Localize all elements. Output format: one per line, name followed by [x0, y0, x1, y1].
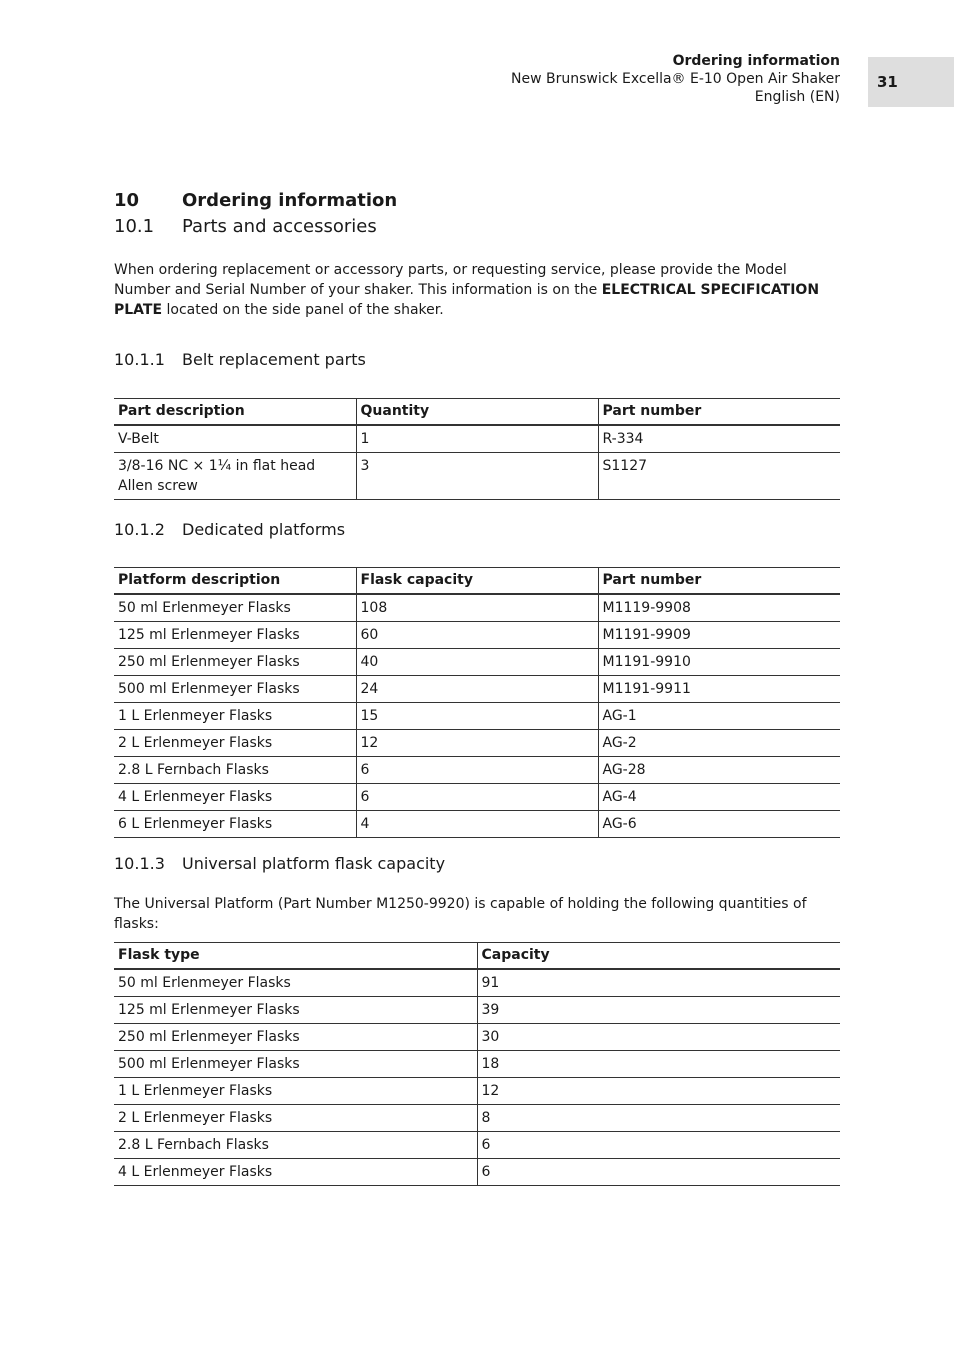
table-row — [114, 703, 840, 730]
heading-title: Universal platform flask capacity — [182, 854, 446, 873]
column-header: Part number — [598, 568, 840, 595]
column-header: Part number — [598, 399, 840, 426]
table-header-row — [114, 399, 840, 426]
table-cell: R-334 — [598, 425, 840, 453]
table-cell: 60 — [356, 622, 598, 649]
table-row — [114, 730, 840, 757]
table-row — [114, 997, 840, 1024]
table-cell: 108 — [356, 594, 598, 622]
table-cell: 4 L Erlenmeyer Flasks — [114, 784, 356, 811]
table-row — [114, 1105, 840, 1132]
intro-text-1: When ordering replacement or accessory parts, or requesting service, please provide the Model Number and Serial Number of your shaker. This information is on the — [114, 262, 787, 298]
header-section: Ordering information — [672, 53, 840, 69]
table-cell: 30 — [477, 1024, 840, 1051]
table-row — [114, 969, 840, 997]
table-cell: M1191-9909 — [598, 622, 840, 649]
table-cell: 125 ml Erlenmeyer Flasks — [114, 997, 477, 1024]
table-cell: 2 L Erlenmeyer Flasks — [114, 730, 356, 757]
table-header-row — [114, 943, 840, 970]
table-row — [114, 649, 840, 676]
heading-10-1-3 — [114, 854, 445, 873]
table-cell: M1191-9911 — [598, 676, 840, 703]
intro-bold: ELECTRICAL SPECIFICATION PLATE — [114, 282, 820, 318]
table-row — [114, 1051, 840, 1078]
table-row — [114, 425, 840, 453]
table-cell: 50 ml Erlenmeyer Flasks — [114, 969, 477, 997]
table-cell: V-Belt — [114, 425, 356, 453]
table-cell: 2 L Erlenmeyer Flasks — [114, 1105, 477, 1132]
table-cell: M1119-9908 — [598, 594, 840, 622]
table-row — [114, 594, 840, 622]
table-cell: 500 ml Erlenmeyer Flasks — [114, 1051, 477, 1078]
column-header: Platform description — [114, 568, 356, 595]
table-cell: 250 ml Erlenmeyer Flasks — [114, 1024, 477, 1051]
table-header-row — [114, 568, 840, 595]
table-cell: 4 — [356, 811, 598, 838]
heading-title: Dedicated platforms — [182, 520, 346, 539]
heading-10-1 — [114, 216, 377, 237]
table-cell: 3 — [356, 453, 598, 500]
table-cell: 6 — [356, 757, 598, 784]
table-cell: 15 — [356, 703, 598, 730]
table-cell: 12 — [477, 1078, 840, 1105]
table-row — [114, 453, 840, 500]
column-header: Quantity — [356, 399, 598, 426]
table-cell: 6 — [477, 1132, 840, 1159]
table-cell: 24 — [356, 676, 598, 703]
table-cell: AG-2 — [598, 730, 840, 757]
table-cell: 3/8-16 NC × 1¼ in flat head Allen screw — [114, 453, 356, 500]
heading-title: Belt replacement parts — [182, 350, 366, 369]
table-cell: 2.8 L Fernbach Flasks — [114, 757, 356, 784]
heading-title: Parts and accessories — [182, 216, 377, 237]
universal-capacity-table — [114, 942, 840, 1186]
table-cell: 4 L Erlenmeyer Flasks — [114, 1159, 477, 1186]
table-cell: AG-28 — [598, 757, 840, 784]
table-cell: 1 — [356, 425, 598, 453]
table-cell: 6 — [356, 784, 598, 811]
heading-number: 10.1 — [114, 216, 155, 237]
table-row — [114, 757, 840, 784]
dedicated-platforms-table — [114, 567, 840, 838]
table-cell: 12 — [356, 730, 598, 757]
table-row — [114, 1078, 840, 1105]
column-header: Flask type — [114, 943, 477, 970]
table-row — [114, 622, 840, 649]
table-cell: 500 ml Erlenmeyer Flasks — [114, 676, 356, 703]
table-cell: 125 ml Erlenmeyer Flasks — [114, 622, 356, 649]
heading-10 — [114, 190, 397, 211]
table-cell: 50 ml Erlenmeyer Flasks — [114, 594, 356, 622]
table-cell: 2.8 L Fernbach Flasks — [114, 1132, 477, 1159]
table-row — [114, 811, 840, 838]
table-cell: 91 — [477, 969, 840, 997]
table-cell: 6 L Erlenmeyer Flasks — [114, 811, 356, 838]
heading-number: 10.1.3 — [114, 854, 165, 873]
header-product: New Brunswick Excella® E-10 Open Air Shaker — [511, 71, 840, 87]
page-number: 31 — [868, 57, 954, 107]
intro-paragraph — [114, 260, 844, 320]
table-cell: 1 L Erlenmeyer Flasks — [114, 703, 356, 730]
table-cell: M1191-9910 — [598, 649, 840, 676]
universal-paragraph: The Universal Platform (Part Number M1250-9920) is capable of holding the following quantities of flasks: — [114, 896, 807, 932]
table-cell: 8 — [477, 1105, 840, 1132]
table-row — [114, 1024, 840, 1051]
table-cell: 40 — [356, 649, 598, 676]
heading-number: 10.1.1 — [114, 350, 165, 369]
table-row — [114, 1132, 840, 1159]
table-cell: 18 — [477, 1051, 840, 1078]
heading-number: 10.1.2 — [114, 520, 165, 539]
column-header: Capacity — [477, 943, 840, 970]
table-cell: 250 ml Erlenmeyer Flasks — [114, 649, 356, 676]
running-header — [511, 52, 840, 106]
column-header: Flask capacity — [356, 568, 598, 595]
belt-parts-table — [114, 398, 840, 500]
header-language: English (EN) — [754, 89, 840, 105]
table-cell: 6 — [477, 1159, 840, 1186]
table-cell: S1127 — [598, 453, 840, 500]
heading-10-1-2 — [114, 520, 345, 539]
table-row — [114, 1159, 840, 1186]
table-cell: AG-1 — [598, 703, 840, 730]
table-row — [114, 676, 840, 703]
table-cell: AG-6 — [598, 811, 840, 838]
column-header: Part description — [114, 399, 356, 426]
intro-text-2: located on the side panel of the shaker. — [162, 302, 444, 318]
table-cell: AG-4 — [598, 784, 840, 811]
heading-title: Ordering information — [182, 190, 398, 211]
table-cell: 39 — [477, 997, 840, 1024]
table-row — [114, 784, 840, 811]
heading-10-1-1 — [114, 350, 366, 369]
table-cell: 1 L Erlenmeyer Flasks — [114, 1078, 477, 1105]
heading-number: 10 — [114, 190, 140, 211]
